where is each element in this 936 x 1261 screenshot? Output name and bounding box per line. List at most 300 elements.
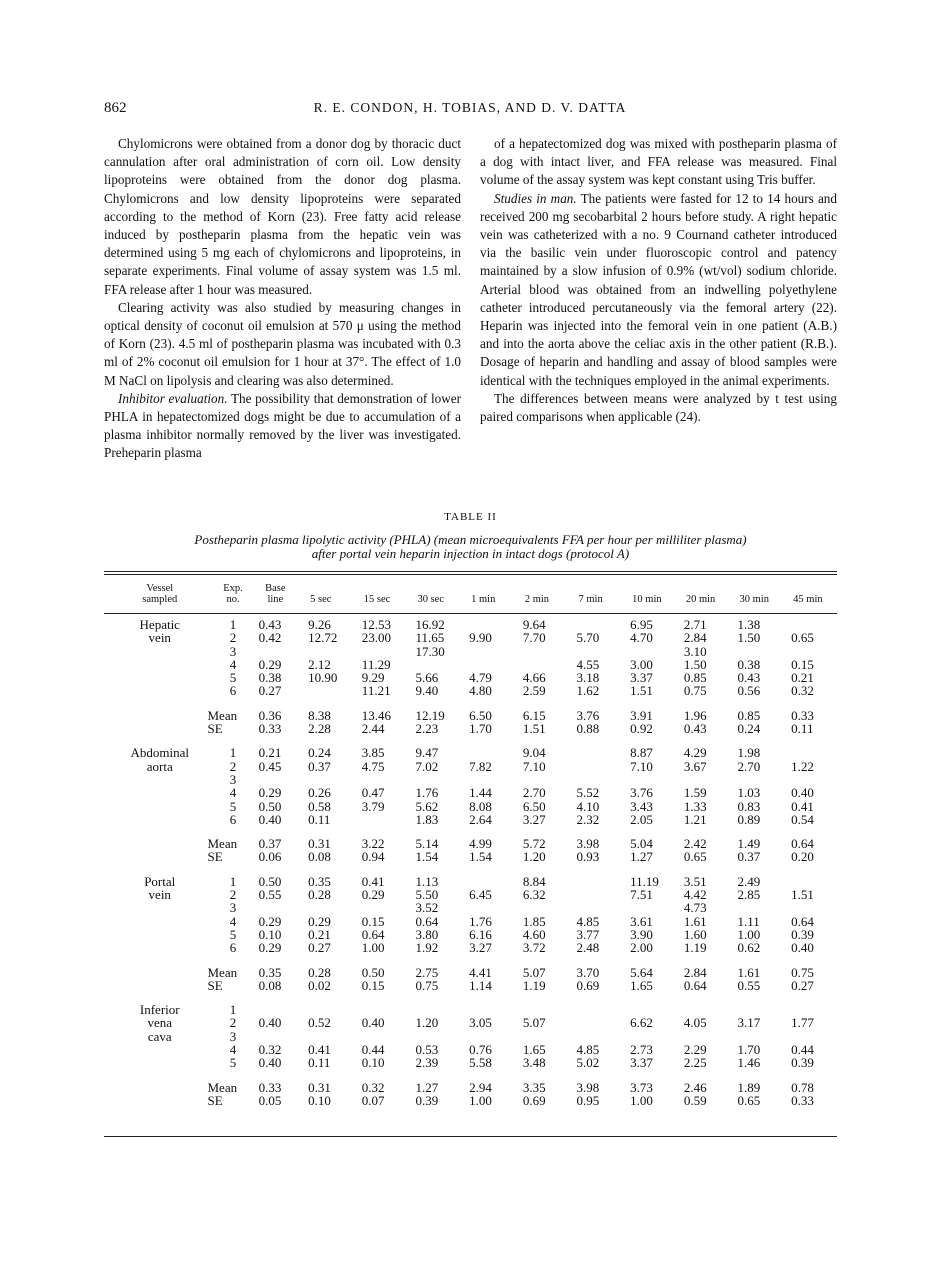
table-row <box>104 645 837 658</box>
data-cell: 0.29 <box>258 940 282 956</box>
data-cell: 0.15 <box>791 656 814 672</box>
column-header: Base line <box>265 583 286 605</box>
data-cell: 0.62 <box>737 940 761 956</box>
table-row <box>104 746 837 759</box>
data-cell: 2.64 <box>469 811 492 827</box>
data-cell: 0.53 <box>415 1042 439 1058</box>
data-cell: 9.29 <box>361 670 385 686</box>
paragraph-text: Clearing activity was also studied by measuring changes in optical density of coconut oil emulsion at 570 μ using the method of Korn (23). 4.5 ml of postheparin plasma was incubated with 0.3 ml of 2% coconut oil emulsion for 1 hour at 37°. The effect of 1.0 M NaCl on lipolysis and clearing was also determined. <box>104 299 461 388</box>
data-cell: 0.40 <box>791 940 814 956</box>
data-cell: 1.50 <box>683 656 707 672</box>
data-cell: 3.85 <box>361 745 385 761</box>
data-cell: 0.32 <box>258 1042 282 1058</box>
column-header: 20 min <box>685 594 716 605</box>
se-row <box>104 722 837 735</box>
data-cell: 3.37 <box>630 670 653 686</box>
data-cell: 0.20 <box>791 849 814 865</box>
experiment-number: 1 <box>229 745 237 761</box>
data-cell: 3.72 <box>522 940 546 956</box>
data-cell: 1.11 <box>737 913 760 929</box>
data-cell: 7.10 <box>630 758 653 774</box>
vessel-label <box>104 928 215 941</box>
data-cell: 3.67 <box>683 758 707 774</box>
data-cell: 0.44 <box>791 1042 814 1058</box>
data-cell <box>568 746 622 759</box>
table-row <box>104 1003 837 1016</box>
data-cell: 0.11 <box>791 721 814 737</box>
data-cell: 0.33 <box>791 707 814 723</box>
vessel-label <box>104 979 215 992</box>
data-cell: 8.87 <box>630 745 653 761</box>
data-cell: 0.38 <box>737 656 761 672</box>
data-cell <box>515 773 569 786</box>
data-cell: 4.85 <box>576 1042 600 1058</box>
data-cell: 3.80 <box>415 926 439 942</box>
summary-label: Mean <box>207 707 238 723</box>
data-cell <box>730 773 784 786</box>
data-cell <box>515 901 569 914</box>
vessel-label <box>104 941 215 954</box>
table-header <box>104 581 837 610</box>
data-cell <box>251 901 301 914</box>
data-cell: 1.76 <box>469 913 492 929</box>
data-cell <box>730 1003 784 1016</box>
left-text-column <box>104 135 461 463</box>
data-cell: 0.44 <box>361 1042 385 1058</box>
data-cell <box>676 1003 730 1016</box>
data-cell <box>300 645 354 658</box>
data-cell: 3.90 <box>630 926 653 942</box>
data-cell: 3.17 <box>737 1015 761 1031</box>
vessel-label <box>104 684 215 697</box>
data-cell: 1.22 <box>791 758 814 774</box>
data-cell: 0.15 <box>361 913 385 929</box>
data-cell: 3.91 <box>630 707 653 723</box>
experiment-number: 6 <box>229 811 237 827</box>
data-cell: 1.19 <box>522 977 546 993</box>
data-cell: 5.14 <box>415 836 439 852</box>
data-cell <box>676 1030 730 1043</box>
data-cell: 0.11 <box>308 1055 331 1071</box>
vessel-label <box>104 966 215 979</box>
data-cell: 1.70 <box>469 721 492 737</box>
table-row <box>104 901 837 914</box>
data-cell: 0.88 <box>576 721 600 737</box>
data-cell: 0.26 <box>308 785 331 801</box>
data-cell: 1.44 <box>469 785 492 801</box>
paragraph <box>104 135 461 299</box>
experiment-number: 2 <box>229 1015 237 1031</box>
experiment-number: 6 <box>229 940 237 956</box>
data-cell: 5.66 <box>415 670 439 686</box>
data-cell <box>783 875 837 888</box>
paragraph-italic-heading: Studies in man. <box>494 190 577 206</box>
data-cell: 0.31 <box>308 1079 331 1095</box>
data-cell: 2.42 <box>683 836 707 852</box>
data-cell: 0.43 <box>683 721 707 737</box>
column-header: 1 min <box>471 594 496 605</box>
data-cell: 9.47 <box>415 745 439 761</box>
data-cell <box>461 645 515 658</box>
table-title-line-2: after portal vein heparin injection in intact dogs (protocol A) <box>311 546 630 561</box>
data-cell: 2.59 <box>522 683 546 699</box>
data-cell <box>461 658 515 671</box>
data-cell: 0.24 <box>308 745 331 761</box>
data-cell: 5.72 <box>522 836 546 852</box>
data-cell <box>461 1030 515 1043</box>
data-cell: 1.98 <box>737 745 761 761</box>
data-cell: 0.75 <box>791 964 814 980</box>
data-cell: 6.45 <box>469 887 492 903</box>
data-cell <box>354 773 408 786</box>
vessel-label <box>104 850 215 863</box>
data-cell: 0.50 <box>258 873 282 889</box>
data-cell: 6.16 <box>469 926 492 942</box>
data-cell: 9.40 <box>415 683 439 699</box>
table-row <box>104 658 837 671</box>
data-cell: 2.49 <box>737 873 761 889</box>
vessel-label: Portal <box>144 873 176 889</box>
data-cell <box>622 645 676 658</box>
paragraph-text: The possibility that demonstration of lower PHLA in hepatectomized dogs might be due to accumulation of a plasma inhibitor normally removed by the liver was investigated. Preheparin plasma <box>104 390 461 461</box>
vessel-label <box>104 813 215 826</box>
data-cell: 0.32 <box>361 1079 385 1095</box>
data-cell: 5.07 <box>522 964 546 980</box>
experiment-number: 5 <box>229 670 237 686</box>
data-cell: 0.28 <box>308 964 331 980</box>
experiment-number: 5 <box>229 798 237 814</box>
data-cell: 0.64 <box>791 836 814 852</box>
data-cell <box>461 618 515 631</box>
data-cell <box>354 813 408 826</box>
paragraph <box>104 299 461 390</box>
vessel-label <box>104 1056 215 1069</box>
vessel-label: cava <box>147 1028 172 1044</box>
data-cell <box>407 773 461 786</box>
data-cell: 0.05 <box>258 1092 282 1108</box>
data-cell: 0.89 <box>737 811 761 827</box>
data-cell: 1.65 <box>630 977 653 993</box>
data-cell: 1.33 <box>683 798 707 814</box>
data-cell <box>783 645 837 658</box>
data-cell: 7.70 <box>522 630 546 646</box>
data-cell: 0.43 <box>258 617 282 632</box>
summary-label: Mean <box>207 836 238 852</box>
data-cell: 1.60 <box>683 926 707 942</box>
data-cell <box>407 1030 461 1043</box>
column-header: 30 min <box>739 594 769 605</box>
table-title <box>104 533 837 561</box>
data-cell: 4.75 <box>361 758 385 774</box>
data-cell <box>676 773 730 786</box>
data-cell: 2.46 <box>683 1079 707 1095</box>
data-cell: 7.10 <box>522 758 546 774</box>
data-cell: 1.49 <box>737 836 761 852</box>
data-cell: 1.51 <box>630 683 653 699</box>
data-cell: 1.77 <box>791 1015 814 1031</box>
page-number: 862 <box>104 100 127 116</box>
vessel-label <box>104 837 215 850</box>
data-cell: 0.10 <box>361 1055 385 1071</box>
data-cell: 0.31 <box>308 836 331 852</box>
data-cell: 4.73 <box>683 900 707 916</box>
data-cell: 0.40 <box>791 785 814 801</box>
data-cell: 1.96 <box>683 707 707 723</box>
data-cell: 1.62 <box>576 683 600 699</box>
data-cell: 8.84 <box>522 873 546 889</box>
summary-label: SE <box>207 721 223 737</box>
summary-label: Mean <box>207 1079 238 1095</box>
data-cell: 0.92 <box>630 721 653 737</box>
data-cell: 5.62 <box>415 798 439 814</box>
vessel-label <box>104 1081 215 1094</box>
data-cell <box>783 618 837 631</box>
vessel-label <box>104 645 215 658</box>
data-cell: 1.14 <box>469 977 492 993</box>
data-cell: 0.64 <box>791 913 814 929</box>
experiment-number: 2 <box>229 630 237 646</box>
data-cell <box>783 773 837 786</box>
column-header: 7 min <box>578 594 603 605</box>
data-cell: 0.08 <box>308 849 331 865</box>
data-cell: 0.29 <box>361 887 385 903</box>
data-cell: 7.51 <box>630 887 653 903</box>
table-row <box>104 941 837 954</box>
vessel-label: Inferior <box>139 1002 180 1018</box>
data-cell: 3.18 <box>576 670 600 686</box>
data-cell: 2.94 <box>469 1079 492 1095</box>
data-cell: 2.75 <box>415 964 439 980</box>
running-header <box>104 100 836 120</box>
data-cell: 5.58 <box>469 1055 492 1071</box>
data-cell: 0.94 <box>361 849 385 865</box>
column-header: 10 min <box>632 594 662 605</box>
data-cell <box>568 645 622 658</box>
data-cell: 0.83 <box>737 798 761 814</box>
data-cell: 4.70 <box>630 630 653 646</box>
data-cell: 0.52 <box>308 1015 331 1031</box>
data-cell: 3.35 <box>522 1079 546 1095</box>
vessel-label: Hepatic <box>139 617 180 632</box>
table-top-rule-double <box>104 574 837 575</box>
se-row <box>104 979 837 992</box>
data-cell: 2.23 <box>415 721 439 737</box>
data-cell: 0.11 <box>308 811 331 827</box>
column-header: 30 sec <box>417 594 445 605</box>
data-cell: 3.76 <box>576 707 600 723</box>
experiment-number: 3 <box>229 900 237 916</box>
data-cell: 0.39 <box>415 1092 439 1108</box>
table-row <box>104 915 837 928</box>
data-cell <box>568 1003 622 1016</box>
data-cell <box>461 875 515 888</box>
data-cell <box>461 773 515 786</box>
data-cell: 0.33 <box>791 1092 814 1108</box>
data-cell <box>622 773 676 786</box>
data-cell: 0.65 <box>683 849 707 865</box>
vessel-label <box>104 901 215 914</box>
data-cell: 2.29 <box>683 1042 707 1058</box>
data-cell: 0.45 <box>258 758 282 774</box>
column-header: 5 sec <box>310 594 332 605</box>
data-cell <box>354 645 408 658</box>
data-cell: 11.65 <box>415 630 445 646</box>
data-cell: 1.21 <box>683 811 707 827</box>
data-cell: 5.04 <box>630 836 653 852</box>
data-cell: 9.26 <box>308 617 331 632</box>
data-cell: 1.00 <box>361 940 385 956</box>
data-cell <box>783 1003 837 1016</box>
data-cell <box>568 760 622 773</box>
data-cell <box>407 658 461 671</box>
vessel-label <box>104 786 215 799</box>
experiment-number: 5 <box>229 1055 237 1071</box>
data-cell: 0.64 <box>361 926 385 942</box>
mean-row <box>104 966 837 979</box>
mean-row <box>104 1081 837 1094</box>
data-cell: 1.00 <box>630 1092 653 1108</box>
data-cell: 0.21 <box>791 670 814 686</box>
data-cell <box>730 645 784 658</box>
data-cell: 1.85 <box>522 913 546 929</box>
data-cell: 1.54 <box>469 849 492 865</box>
data-cell: 6.95 <box>630 617 653 632</box>
data-cell <box>568 618 622 631</box>
data-cell: 2.84 <box>683 964 707 980</box>
data-cell: 1.54 <box>415 849 439 865</box>
table-row <box>104 631 837 644</box>
data-cell <box>568 888 622 901</box>
data-cell: 1.20 <box>415 1015 439 1031</box>
paragraph-text: of a hepatectomized dog was mixed with postheparin plasma of a dog with intact liver, and FFA release was measured. Final volume of the assay system was kept constant using Tris buffer. <box>480 136 837 188</box>
data-cell: 0.02 <box>308 977 331 993</box>
data-cell: 2.48 <box>576 940 600 956</box>
data-cell: 0.39 <box>791 1055 814 1071</box>
data-cell: 0.69 <box>576 977 600 993</box>
experiment-number: 1 <box>229 873 237 889</box>
data-cell: 0.40 <box>258 811 282 827</box>
table-row <box>104 773 837 786</box>
table-row <box>104 800 837 813</box>
data-cell <box>251 773 301 786</box>
data-cell: 0.27 <box>308 940 331 956</box>
vessel-label <box>104 1043 215 1056</box>
data-cell <box>251 1030 301 1043</box>
vessel-label: aorta <box>146 758 173 774</box>
data-cell: 0.35 <box>308 873 331 889</box>
paragraph <box>104 390 461 463</box>
table-row <box>104 888 837 901</box>
data-cell: 3.27 <box>469 940 492 956</box>
data-cell: 0.10 <box>258 926 282 942</box>
data-cell: 1.89 <box>737 1079 761 1095</box>
data-cell: 2.05 <box>630 811 653 827</box>
data-cell: 0.35 <box>258 964 282 980</box>
data-cell: 0.29 <box>258 785 282 801</box>
experiment-number: 4 <box>229 656 237 672</box>
data-cell: 0.33 <box>258 1079 282 1095</box>
data-cell: 1.92 <box>415 940 439 956</box>
data-cell <box>461 1003 515 1016</box>
data-cell: 6.50 <box>469 707 492 723</box>
data-cell: 1.83 <box>415 811 439 827</box>
data-cell: 16.92 <box>415 617 445 632</box>
data-cell <box>251 1003 301 1016</box>
data-cell: 2.32 <box>576 811 600 827</box>
data-cell: 5.07 <box>522 1015 546 1031</box>
paragraph <box>480 135 837 190</box>
table-row <box>104 813 837 826</box>
data-cell: 12.72 <box>308 630 338 646</box>
data-cell: 7.02 <box>415 758 439 774</box>
data-cell: 0.55 <box>258 887 282 903</box>
data-cell: 4.10 <box>576 798 600 814</box>
summary-label: SE <box>207 977 223 993</box>
data-cell <box>300 773 354 786</box>
data-cell <box>461 746 515 759</box>
table-top-rule <box>104 571 837 572</box>
vessel-label: vena <box>147 1015 173 1031</box>
data-cell: 8.08 <box>469 798 492 814</box>
data-cell: 0.85 <box>683 670 707 686</box>
data-cell: 0.37 <box>308 758 331 774</box>
data-cell: 3.98 <box>576 836 600 852</box>
column-header: Exp. no. <box>223 583 243 605</box>
column-header: 45 min <box>793 594 823 605</box>
vessel-label: vein <box>148 630 171 646</box>
mean-row <box>104 837 837 850</box>
data-cell <box>783 1030 837 1043</box>
data-cell: 1.51 <box>522 721 546 737</box>
table-row <box>104 1043 837 1056</box>
data-cell: 5.52 <box>576 785 600 801</box>
data-cell: 2.85 <box>737 887 761 903</box>
experiment-number: 6 <box>229 683 237 699</box>
vessel-label <box>104 1094 215 1107</box>
data-cell: 13.46 <box>361 707 392 723</box>
data-cell: 2.84 <box>683 630 707 646</box>
data-cell: 1.00 <box>737 926 761 942</box>
data-cell: 9.64 <box>522 617 546 632</box>
data-cell: 0.28 <box>308 887 331 903</box>
data-cell <box>730 901 784 914</box>
data-cell: 0.76 <box>469 1042 492 1058</box>
table-row <box>104 1016 837 1029</box>
data-cell: 1.46 <box>737 1055 761 1071</box>
data-cell: 3.61 <box>630 913 653 929</box>
data-cell: 12.19 <box>415 707 445 723</box>
data-cell: 8.38 <box>308 707 331 723</box>
data-cell: 9.04 <box>522 745 546 761</box>
data-cell: 4.99 <box>469 836 492 852</box>
data-cell: 0.06 <box>258 849 282 865</box>
data-cell: 3.05 <box>469 1015 492 1031</box>
data-cell <box>300 1003 354 1016</box>
data-cell: 1.27 <box>630 849 653 865</box>
data-cell <box>622 1030 676 1043</box>
data-cell <box>568 1016 622 1029</box>
data-cell: 1.61 <box>737 964 761 980</box>
paragraph-text: The differences between means were analyzed by t test using paired comparisons when applicable (24). <box>480 390 837 425</box>
data-cell: 0.78 <box>791 1079 814 1095</box>
data-cell: 1.70 <box>737 1042 761 1058</box>
data-cell <box>515 1030 569 1043</box>
data-cell <box>251 645 301 658</box>
data-cell: 4.85 <box>576 913 600 929</box>
summary-label: SE <box>207 1092 223 1108</box>
data-cell: 3.48 <box>522 1055 546 1071</box>
data-cell: 0.55 <box>737 977 761 993</box>
